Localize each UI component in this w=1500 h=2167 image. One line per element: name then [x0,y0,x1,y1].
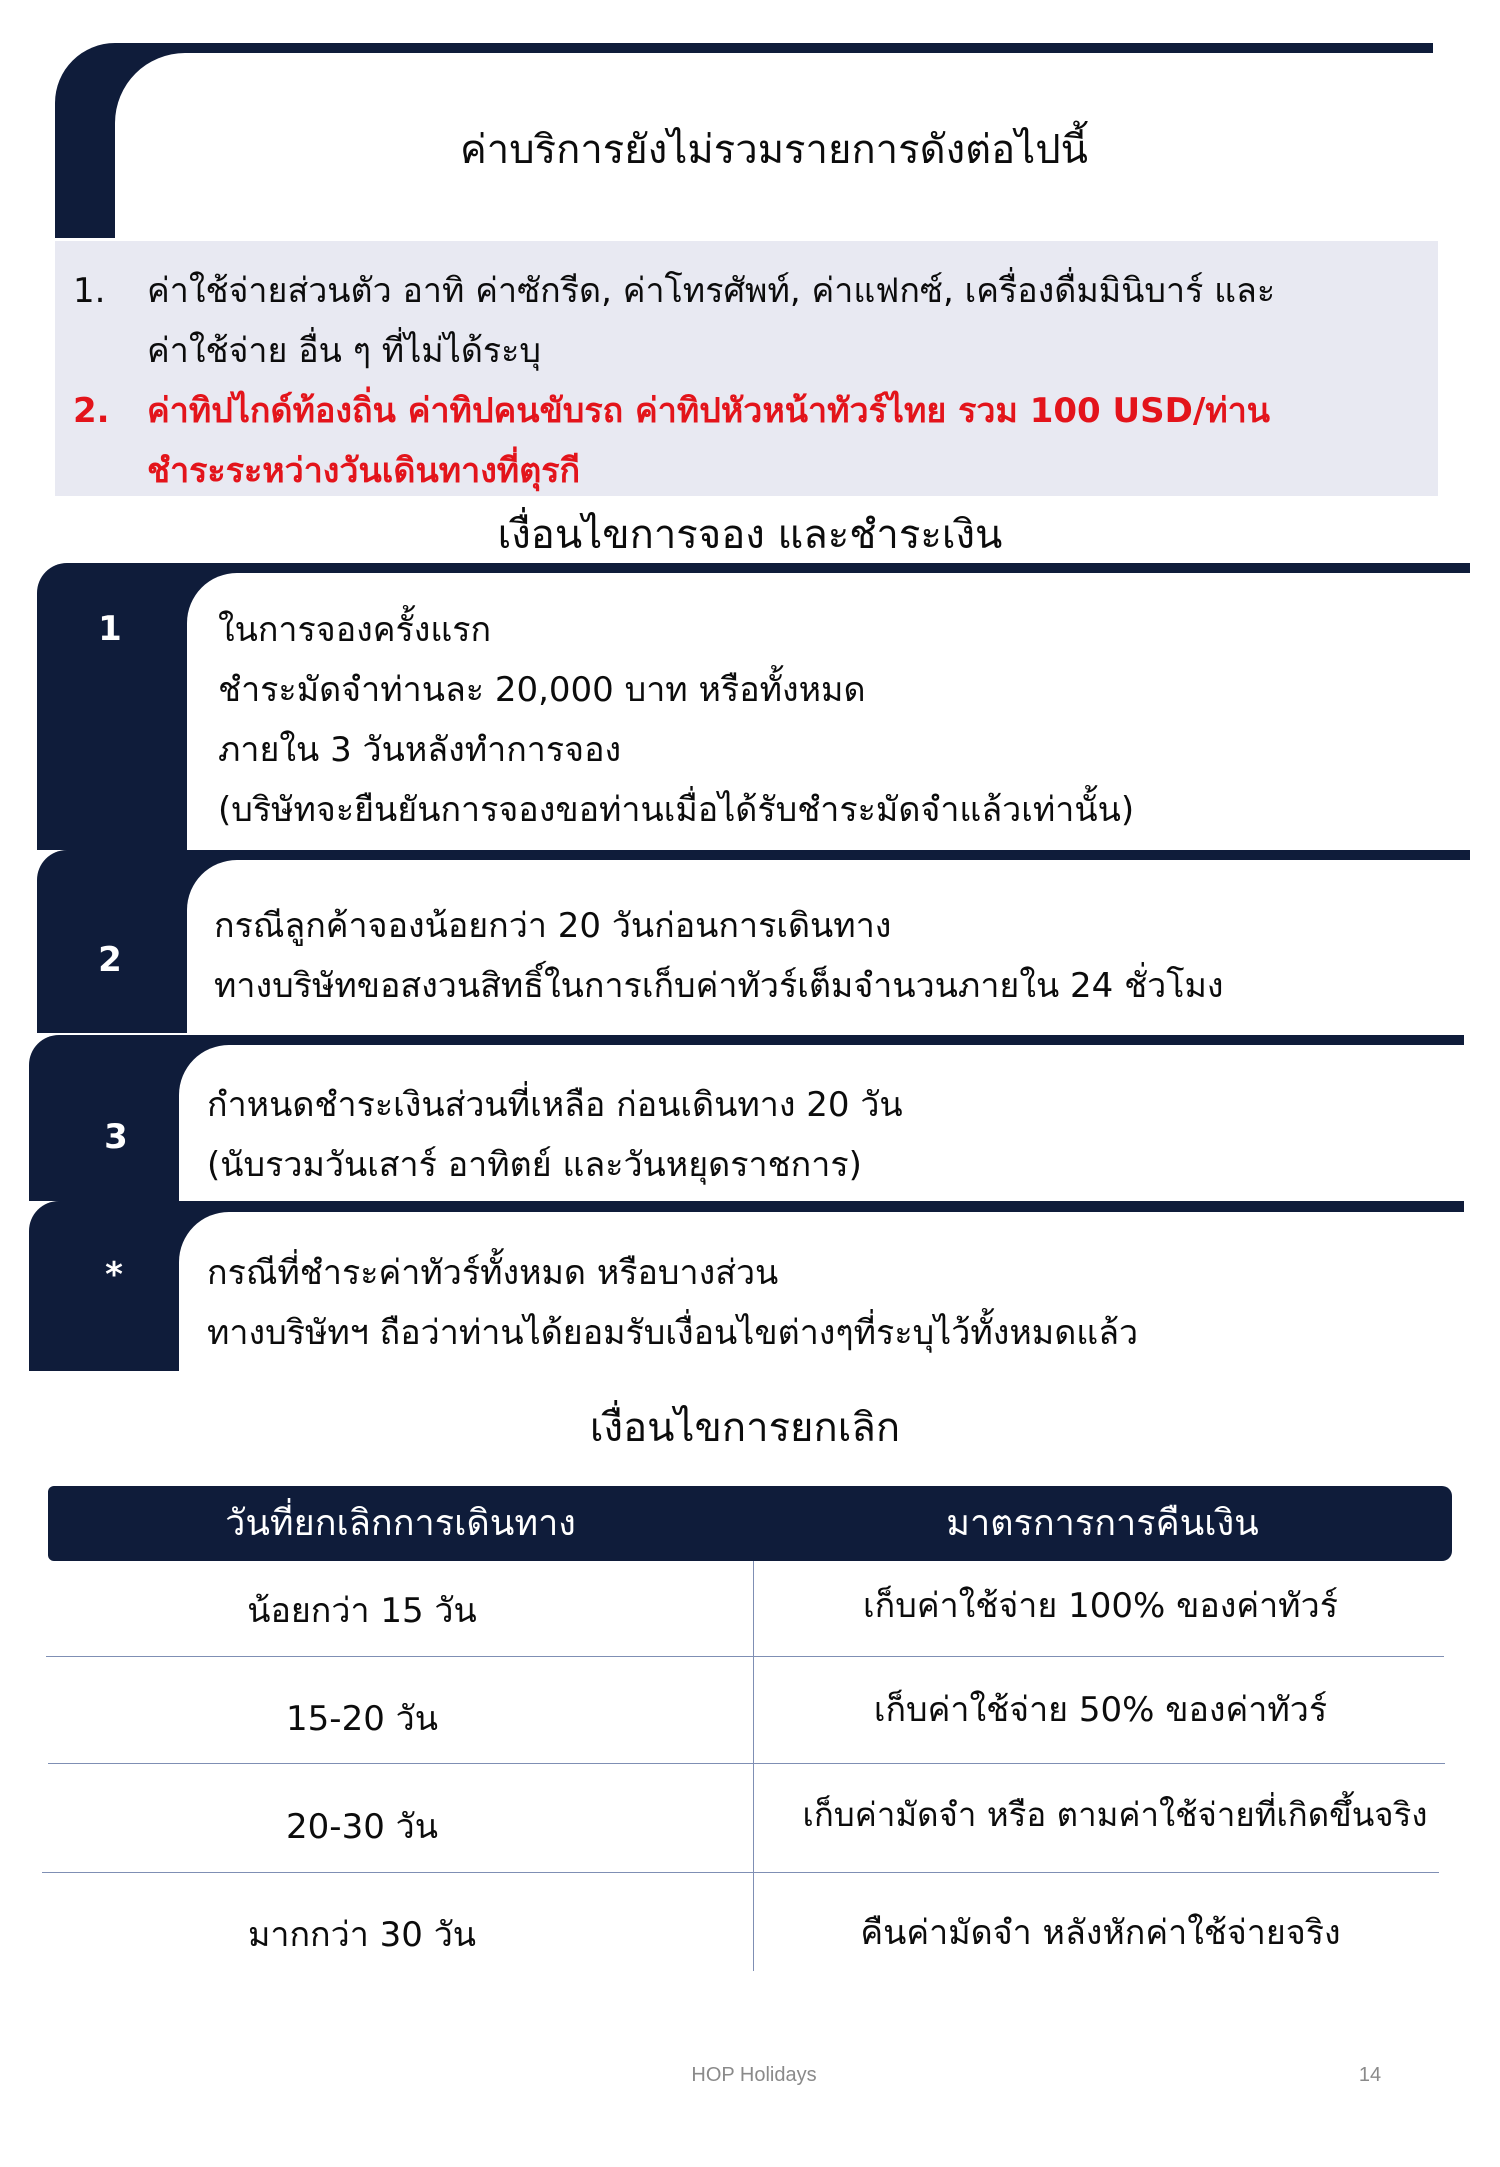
excluded-item-1-line-2: ค่าใช้จ่าย อื่น ๆ ที่ไม่ได้ระบุ [147,331,542,371]
booking-row-1-number: 1 [98,609,122,649]
booking-row-2-text [214,896,1454,1016]
cancel-row-2-refund: เก็บค่าใช้จ่าย 50% ของค่าทัวร์ [873,1690,1328,1730]
booking-row-1-text [218,600,1448,840]
booking-row-2-line-1: กรณีลูกค้าจองน้อยกว่า 20 วันก่อนการเดินทาง [214,906,892,946]
cancel-row-1-refund: เก็บค่าใช้จ่าย 100% ของค่าทัวร์ [863,1586,1338,1626]
booking-row-1-line-2: ชำระมัดจำท่านละ 20,000 บาท หรือทั้งหมด [218,670,866,710]
column-header-cancel-date: วันที่ยกเลิกการเดินทาง [225,1503,576,1544]
excluded-item-2-number: 2. [73,391,110,431]
cancel-row-3-period: 20-30 วัน [286,1807,438,1847]
footer-brand: HOP Holidays [691,2064,817,2086]
booking-row-2-line-2: ทางบริษัทขอสงวนสิทธิ์ในการเก็บค่าทัวร์เต็มจำนวนภายใน 24 ชั่วโมง [214,966,1224,1006]
booking-row-4-line-1: กรณีที่ชำระค่าทัวร์ทั้งหมด หรือบางส่วน [207,1253,779,1293]
booking-title: เงื่อนไขการจอง และชำระเงิน [497,512,1003,558]
booking-row-1-line-3: ภายใน 3 วันหลังทำการจอง [218,730,622,770]
booking-row-1-line-1: ในการจองครั้งแรก [218,610,492,650]
table-row-divider [48,1763,1445,1764]
booking-row-3-line-2: (นับรวมวันเสาร์ อาทิตย์ และวันหยุดราชการ) [207,1145,862,1185]
page-number: 14 [1358,2064,1382,2086]
excluded-list [55,241,1438,496]
excluded-title: ค่าบริการยังไม่รวมรายการดังต่อไปนี้ [460,127,1088,173]
booking-row-2-number: 2 [98,940,122,980]
cancel-row-4-refund: คืนค่ามัดจำ หลังหักค่าใช้จ่ายจริง [860,1913,1341,1953]
excluded-item-2-line-1: ค่าทิปไกด์ท้องถิ่น ค่าทิปคนขับรถ ค่าทิปหัวหน้าทัวร์ไทย รวม 100 USD/ท่าน [147,391,1271,431]
excluded-item-1-line-1: ค่าใช้จ่ายส่วนตัว อาทิ ค่าซักรีด, ค่าโทรศัพท์, ค่าแฟกซ์, เครื่องดื่มมินิบาร์ และ [147,271,1276,311]
table-row-divider [42,1872,1439,1873]
booking-row-4-number: * [105,1255,123,1295]
column-header-refund-policy: มาตรการการคืนเงิน [946,1503,1259,1544]
cancellation-title: เงื่อนไขการยกเลิก [589,1405,901,1451]
excluded-item-1-number: 1. [73,271,106,311]
booking-row-4-line-2: ทางบริษัทฯ ถือว่าท่านได้ยอมรับเงื่อนไขต่างๆที่ระบุไว้ทั้งหมดแล้ว [207,1313,1139,1353]
booking-row-3-text [207,1075,1447,1195]
cancel-row-2-period: 15-20 วัน [286,1699,438,1739]
cancel-row-3-refund: เก็บค่ามัดจำ หรือ ตามค่าใช้จ่ายที่เกิดขึ้นจริง [802,1795,1428,1834]
booking-row-1-line-4: (บริษัทจะยืนยันการจองขอท่านเมื่อได้รับชำระมัดจำแล้วเท่านั้น) [218,790,1135,830]
excluded-item-2-line-2: ชำระระหว่างวันเดินทางที่ตุรกี [147,451,581,491]
booking-row-3-line-1: กำหนดชำระเงินส่วนที่เหลือ ก่อนเดินทาง 20 วัน [207,1085,903,1125]
cancel-row-4-period: มากกว่า 30 วัน [247,1915,477,1955]
booking-row-3-number: 3 [104,1117,128,1157]
cancellation-table-header [48,1486,1452,1561]
booking-row-4-text [207,1243,1447,1363]
cancel-row-1-period: น้อยกว่า 15 วัน [247,1591,477,1631]
table-row-divider [46,1656,1444,1657]
